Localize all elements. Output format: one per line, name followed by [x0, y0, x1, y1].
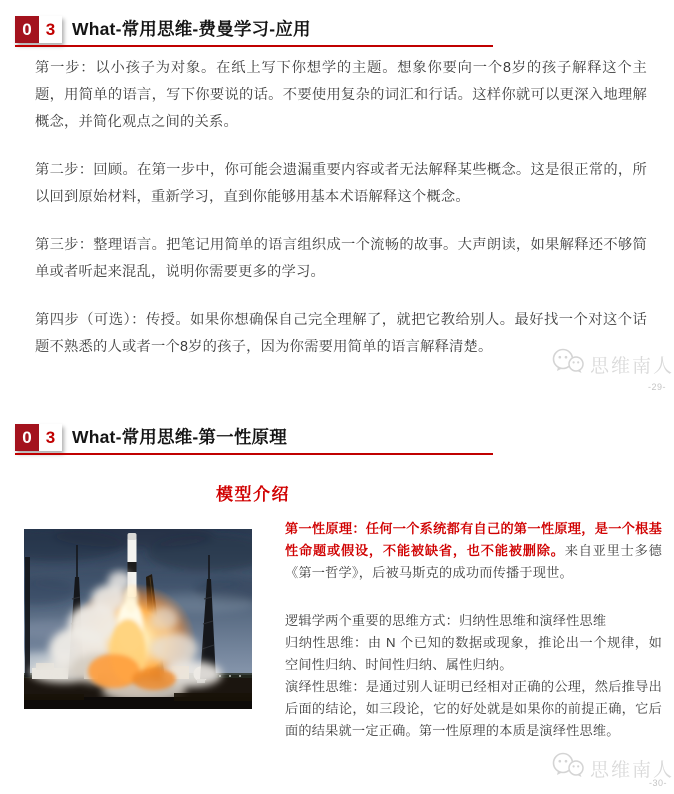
wechat-icon	[551, 348, 585, 380]
logic-two-modes-line: 逻辑学两个重要的思维方式：归纳性思维和演绎性思维	[285, 613, 607, 628]
rocket-launch-photo	[24, 529, 252, 709]
slide2-text-column	[285, 518, 662, 742]
slide1-paragraph-step4: 第四步（可选）：传授。如果你想确保自己完全理解了，就把它教给别人。最好找一个对这个话题不熟悉的人或者一个8岁的孩子，因为你需要用简单的语言解释清楚。	[35, 312, 647, 355]
slide1-paragraph-step3: 第三步：整理语言。把笔记用简单的语言组织成一个流畅的故事。大声朗读，如果解释还不够简单或者听起来混乱，说明你需要更多的学习。	[35, 237, 647, 280]
slide1-header	[15, 16, 311, 43]
slide2-watermark-name: 思维南人	[590, 759, 674, 781]
inductive-thinking-line: 归纳性思维：由 N 个已知的数据或现象，推论出一个规律，如空间性归纳、时间性归纳、属性归纳。	[285, 635, 662, 672]
slide1-watermark-name: 思维南人	[590, 355, 674, 377]
slide1-paragraph-step2: 第二步：回顾。在第一步中，你可能会遗漏重要内容或者无法解释某些概念。这是很正常的，所以回到原始材料，重新学习，直到你能够用基本术语解释这个概念。	[35, 162, 647, 205]
slide2-title: What-常用思维-第一性原理	[72, 427, 287, 447]
first-principle-definition	[285, 518, 662, 584]
slide1-number-plate	[15, 16, 62, 43]
slide2-number-plate	[15, 424, 62, 451]
slide2-number-zero: 0	[15, 424, 39, 451]
slide2-title-underline	[15, 453, 493, 455]
slide1-body	[35, 55, 647, 382]
slide2-header	[15, 424, 287, 451]
slide1-watermark	[551, 348, 674, 380]
slide2-number-three: 3	[39, 424, 62, 451]
first-principle-definition-red: 第一性原理：任何一个系统都有自己的第一性原理，是一个根基性命题或假设，不能被缺省，也不能被删除。	[285, 521, 662, 558]
slide1-title: What-常用思维-费曼学习-应用	[72, 19, 311, 39]
slide1-paragraph-step1: 第一步：以小孩子为对象。在纸上写下你想学的主题。想象你要向一个8岁的孩子解释这个主题，用简单的语言，写下你要说的话。不要使用复杂的词汇和行话。这样你就可以更深入地理解概念，并简化观点之间的关系。	[35, 60, 647, 130]
model-intro-heading: 模型介绍	[216, 485, 290, 504]
slide1-number-zero: 0	[15, 16, 39, 43]
slide1-page-number: -29-	[648, 382, 667, 392]
wechat-icon	[551, 752, 585, 784]
slide1-number-three: 3	[39, 16, 62, 43]
slide1-title-underline	[15, 45, 493, 47]
first-principle-definition-origin: 来自亚里士多德《第一哲学》，后被马斯克的成功而传播于现世。	[285, 543, 662, 580]
deductive-thinking-line: 演绎性思维：是通过别人证明已经相对正确的公理，然后推导出后面的结论，如三段论，它的好处就是如果你的前提正确，它后面的结果就一定正确。第一性原理的本质是演绎性思维。	[285, 679, 662, 738]
slide2-page-number: -30-	[649, 778, 668, 788]
